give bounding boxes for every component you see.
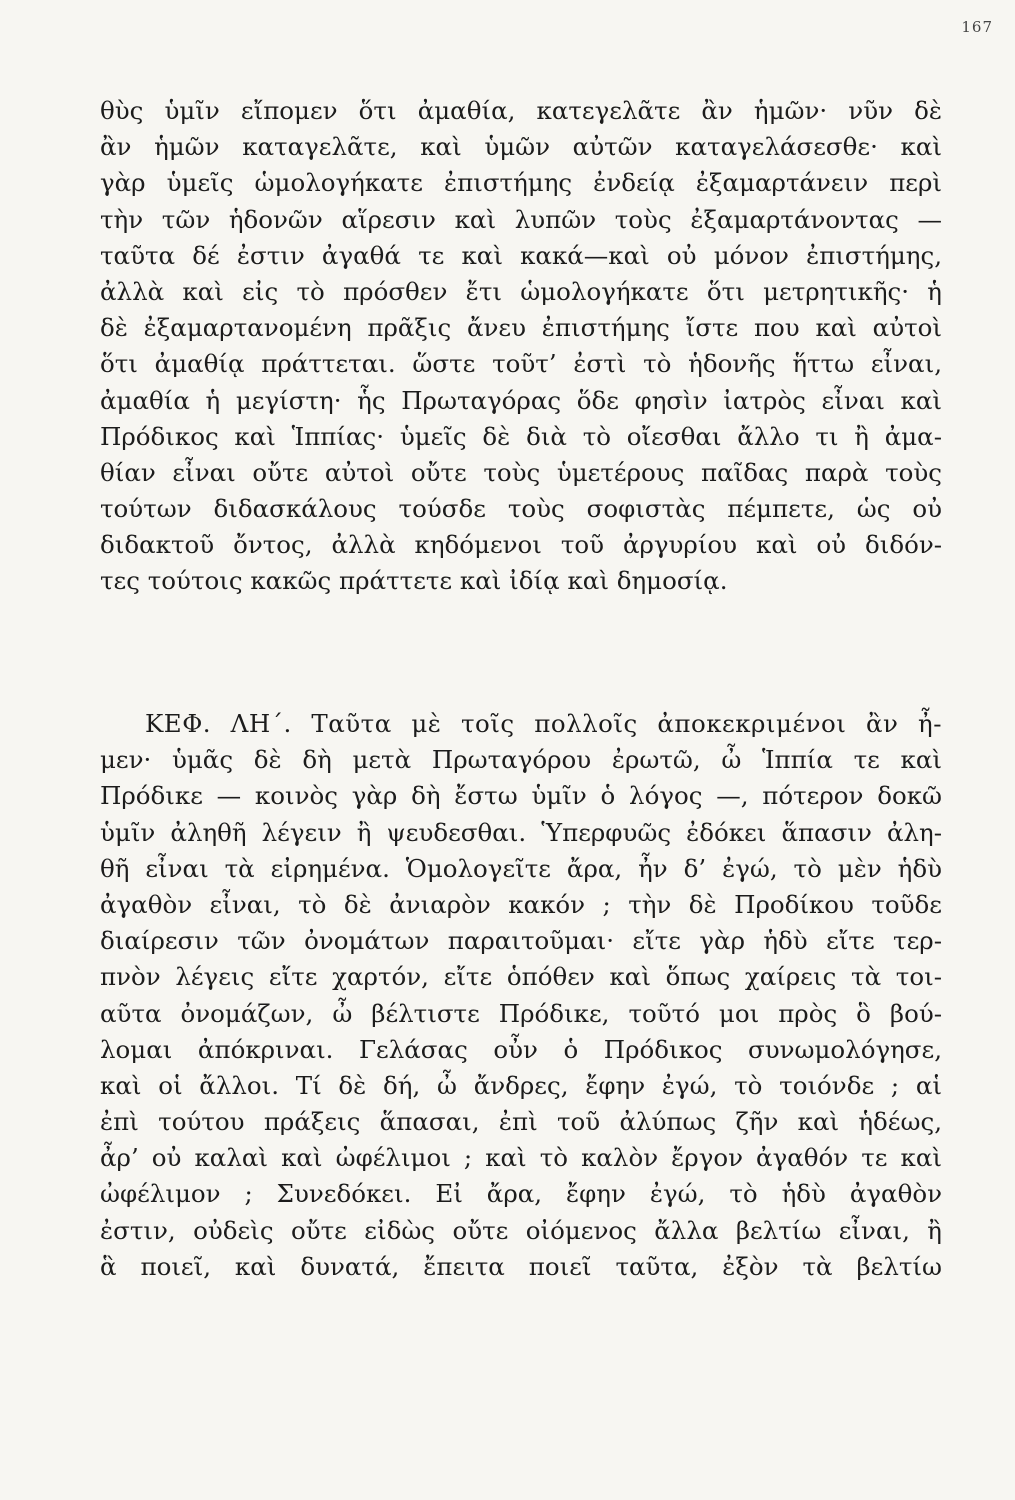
text-line: ἀλλὰ καὶ εἰς τὸ πρόσθεν ἔτι ὡμολογήκατε ὅτι μετρητικῆς· ἡ	[100, 276, 942, 306]
text-line: ὅτι ἀμαθίᾳ πράττεται. ὥστε τοῦτ’ ἐστὶ τὸ ἡδονῆς ἥττω εἶναι,	[100, 349, 942, 379]
paragraph-1	[100, 93, 942, 600]
text-line: γὰρ ὑμεῖς ὡμολογήκατε ἐπιστήμης ἐνδείᾳ ἐξαμαρτάνειν περὶ	[100, 168, 942, 198]
text-line: ἂν ἡμῶν καταγελᾶτε, καὶ ὑμῶν αὐτῶν καταγελάσεσθε· καὶ	[100, 132, 942, 162]
text-line: διαίρεσιν τῶν ὀνομάτων παραιτοῦμαι· εἴτε γὰρ ἡδὺ εἴτε τερ-	[100, 926, 942, 956]
paragraph-2	[100, 706, 942, 1285]
text-line: ἐστιν, οὐδεὶς οὔτε εἰδὼς οὔτε οἰόμενος ἄλλα βελτίω εἶναι, ἢ	[100, 1215, 942, 1245]
text-line: ἀγαθὸν εἶναι, τὸ δὲ ἀνιαρὸν κακόν ; τὴν δὲ Προδίκου τοῦδε	[100, 889, 942, 919]
text-line: δὲ ἐξαμαρτανομένη πρᾶξις ἄνευ ἐπιστήμης ἴστε που καὶ αὐτοὶ	[100, 313, 942, 343]
text-line: Πρόδικος καὶ Ἱππίας· ὑμεῖς δὲ διὰ τὸ οἴεσθαι ἄλλο τι ἢ ἀμα-	[100, 421, 942, 451]
text-line: λομαι ἀπόκριναι. Γελάσας οὖν ὁ Πρόδικος συνωμολόγησε,	[100, 1034, 942, 1064]
text-line: τούτων διδασκάλους τούσδε τοὺς σοφιστὰς πέμπετε, ὡς οὐ	[100, 494, 942, 524]
text-line: θίαν εἶναι οὔτε αὐτοὶ οὔτε τοὺς ὑμετέρους παῖδας παρὰ τοὺς	[100, 457, 942, 487]
text-line: θῆ εἶναι τὰ εἰρημένα. Ὁμολογεῖτε ἄρα, ἦν δ’ ἐγώ, τὸ μὲν ἡδὺ	[100, 853, 942, 883]
text-line: ταῦτα δέ ἐστιν ἀγαθά τε καὶ κακά—καὶ οὐ μόνον ἐπιστήμης,	[100, 240, 942, 270]
text-line: Πρόδικε — κοινὸς γὰρ δὴ ἔστω ὑμῖν ὁ λόγος —, πότερον δοκῶ	[100, 781, 942, 811]
page-number: 167	[961, 18, 993, 36]
text-line: τὴν τῶν ἡδονῶν αἵρεσιν καὶ λυπῶν τοὺς ἐξαμαρτάνοντας —	[100, 204, 942, 234]
text-line: διδακτοῦ ὄντος, ἀλλὰ κηδόμενοι τοῦ ἀργυρίου καὶ οὐ διδόν-	[100, 530, 942, 560]
text-line: ἀμαθία ἡ μεγίστη· ἧς Πρωταγόρας ὅδε φησὶν ἰατρὸς εἶναι καὶ	[100, 385, 942, 415]
text-line: αῦτα ὀνομάζων, ὦ βέλτιστε Πρόδικε, τοῦτό μοι πρὸς ὃ βού-	[100, 998, 942, 1028]
text-line: ἃ ποιεῖ, καὶ δυνατά, ἔπειτα ποιεῖ ταῦτα, ἐξὸν τὰ βελτίω	[100, 1251, 942, 1281]
text-line: θὺς ὑμῖν εἴπομεν ὅτι ἀμαθία, κατεγελᾶτε ἂν ἡμῶν· νῦν δὲ	[100, 96, 942, 125]
text-line: πνὸν λέγεις εἴτε χαρτόν, εἴτε ὁπόθεν καὶ ὅπως χαίρεις τὰ τοι-	[100, 962, 942, 992]
chapter-heading-line: ΚΕΦ. ΛΗ΄. Ταῦτα μὲ τοῖς πολλοῖς ἀποκεκριμένοι ἂν ἦ-	[145, 709, 942, 738]
text-line: ἐπὶ τούτου πράξεις ἅπασαι, ἐπὶ τοῦ ἀλύπως ζῆν καὶ ἡδέως,	[100, 1107, 942, 1137]
text-line: ὑμῖν ἀληθῆ λέγειν ἢ ψευδεσθαι. Ὑπερφυῶς ἐδόκει ἅπασιν ἀλη-	[100, 817, 942, 847]
text-line: μεν· ὑμᾶς δὲ δὴ μετὰ Πρωταγόρου ἐρωτῶ, ὦ Ἱππία τε καὶ	[100, 745, 942, 775]
text-line: ἆρ’ οὐ καλαὶ καὶ ὠφέλιμοι ; καὶ τὸ καλὸν ἔργον ἀγαθόν τε καὶ	[100, 1143, 942, 1173]
text-line: τες τούτοις κακῶς πράττετε καὶ ἰδίᾳ καὶ δημοσίᾳ.	[100, 566, 728, 596]
text-line: ὠφέλιμον ; Συνεδόκει. Εἰ ἄρα, ἔφην ἐγώ, τὸ ἡδὺ ἀγαθὸν	[100, 1179, 942, 1209]
text-line: καὶ οἱ ἄλλοι. Τί δὲ δή, ὦ ἄνδρες, ἔφην ἐγώ, τὸ τοιόνδε ; αἱ	[100, 1070, 942, 1100]
